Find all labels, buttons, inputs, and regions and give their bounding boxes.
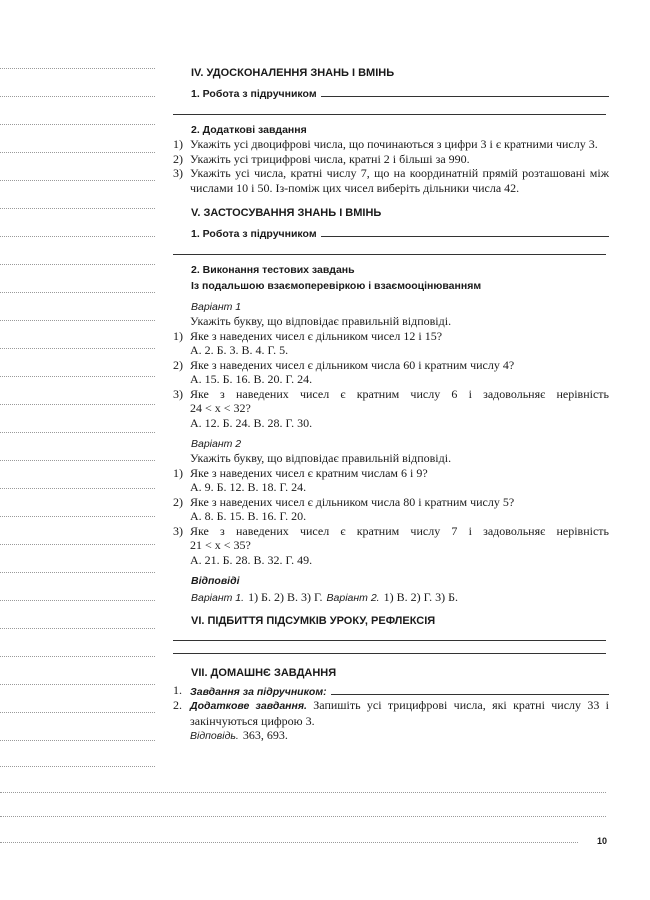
- margin-line: [0, 68, 155, 69]
- answer-line: [173, 653, 606, 654]
- margin-line: [0, 740, 155, 741]
- margin-line: [0, 572, 155, 573]
- answer-line: [173, 254, 606, 255]
- task-item: 3) Укажіть усі числа, кратні числу 7, що на координатній прямій розташовані між числами 10 і 50. Із-поміж цих чисел виберіть дільники числа 42.: [173, 166, 609, 195]
- answers-variant-2-label: Варіант 2.: [326, 592, 380, 604]
- homework-textbook-label: Завдання за підручником:: [190, 686, 327, 698]
- homework-item-2: 2. Додаткове завдання. Запишіть усі трицифрові числа, які кратні числу 33 і закінчуються цифрою 3.: [173, 698, 609, 728]
- answer-line: [331, 694, 609, 695]
- margin-line: [0, 152, 155, 153]
- variant-2-label: Варіант 2: [191, 438, 242, 450]
- answers-variant-1-label: Варіант 1.: [191, 592, 245, 604]
- margin-line: [0, 208, 155, 209]
- margin-line: [0, 628, 155, 629]
- section-4-title: IV. УДОСКОНАЛЕННЯ ЗНАНЬ І ВМІНЬ: [191, 67, 395, 79]
- bottom-note-line: [0, 792, 606, 793]
- homework-answer-value: 363, 693.: [242, 728, 288, 742]
- textbook-work-label: 1. Робота з підручником: [191, 228, 317, 240]
- test-options: А. 2. Б. 3. В. 4. Г. 5.: [190, 343, 289, 357]
- margin-line: [0, 766, 155, 767]
- answer-line: [173, 640, 606, 641]
- section-5-textbook-row: [191, 228, 609, 240]
- extra-tasks-title: 2. Додаткові завдання: [191, 124, 307, 136]
- margin-line: [0, 488, 155, 489]
- test-question: 2) Яке з наведених чисел є дільником числа 80 і кратним числу 5?: [173, 494, 515, 509]
- inequality: 21 < x < 35?: [190, 538, 251, 552]
- answer-line: [321, 96, 609, 97]
- tests-title: 2. Виконання тестових завдань: [191, 264, 355, 276]
- test-question: 1) Яке з наведених чисел є кратним числам 6 і 9?: [173, 465, 428, 480]
- margin-line: [0, 180, 155, 181]
- answers-variant-2: 1) В. 2) Г. 3) Б.: [383, 590, 459, 604]
- homework-extra-text: Запишіть усі трицифрові числа, які кратні числу 33 і закінчуються цифрою 3.: [190, 698, 609, 728]
- margin-line: [0, 544, 155, 545]
- test-options: А. 12. Б. 24. В. 28. Г. 30.: [190, 415, 313, 430]
- margin-line: [0, 516, 155, 517]
- section-5-title: V. ЗАСТОСУВАННЯ ЗНАНЬ І ВМІНЬ: [191, 207, 382, 219]
- margin-line: [0, 96, 155, 97]
- bottom-note-line: [0, 816, 606, 817]
- homework-extra-label: Додаткове завдання.: [190, 700, 307, 712]
- homework-item-1: 1. Завдання за підручником:: [173, 683, 609, 698]
- homework-answer-label: Відповідь.: [190, 730, 239, 742]
- answers-row: [191, 589, 609, 606]
- test-question: 3) Яке з наведених чисел є кратним числу 7 і задовольняє нерівність: [173, 523, 609, 538]
- test-options: А. 9. Б. 12. В. 18. Г. 24.: [190, 480, 307, 494]
- margin-line: [0, 656, 155, 657]
- answer-line: [173, 114, 606, 115]
- margin-line: [0, 712, 155, 713]
- answer-line: [321, 236, 609, 237]
- task-item: 1) Укажіть усі двоцифрові числа, що починаються з цифри 3 і є кратними числу 3.: [173, 137, 598, 151]
- margin-line: [0, 460, 155, 461]
- margin-line: [0, 600, 155, 601]
- section-7-title: VII. ДОМАШНЄ ЗАВДАННЯ: [191, 667, 337, 679]
- margin-line: [0, 236, 155, 237]
- margin-line: [0, 684, 155, 685]
- textbook-work-label: 1. Робота з підручником: [191, 88, 317, 100]
- test-options: А. 21. Б. 28. В. 32. Г. 49.: [190, 552, 313, 567]
- margin-line: [0, 432, 155, 433]
- variant-1-label: Варіант 1: [191, 301, 242, 313]
- answers-variant-1: 1) Б. 2) В. 3) Г.: [248, 590, 323, 604]
- test-options: А. 8. Б. 15. В. 16. Г. 20.: [190, 509, 307, 523]
- test-question: 3) Яке з наведених чисел є кратним числу 6 і задовольняє нерівність: [173, 386, 609, 401]
- section-6-title: VI. ПІДБИТТЯ ПІДСУМКІВ УРОКУ, РЕФЛЕКСІЯ: [191, 615, 436, 627]
- variant-1-intro: Укажіть букву, що відповідає правильній відповіді.: [190, 314, 452, 328]
- inequality: 24 < x < 32?: [190, 401, 251, 415]
- margin-line: [0, 320, 155, 321]
- section-4-textbook-row: [191, 88, 609, 100]
- task-item: 2) Укажіть усі трицифрові числа, кратні 2 і більші за 990.: [173, 151, 470, 166]
- margin-line: [0, 292, 155, 293]
- margin-line: [0, 376, 155, 377]
- margin-line: [0, 404, 155, 405]
- test-question: 1) Яке з наведених чисел є дільником чисел 12 і 15?: [173, 328, 443, 343]
- margin-line: [0, 124, 155, 125]
- margin-line: [0, 348, 155, 349]
- test-question: 2) Яке з наведених чисел є дільником числа 60 і кратним числу 4?: [173, 357, 515, 372]
- lesson-content: [173, 64, 609, 744]
- variant-2-intro: Укажіть букву, що відповідає правильній відповіді.: [190, 451, 452, 465]
- bottom-note-line: [0, 842, 578, 843]
- test-options: А. 15. Б. 16. В. 20. Г. 24.: [190, 372, 313, 386]
- page-number: 10: [597, 836, 608, 846]
- answers-title: Відповіді: [191, 575, 240, 587]
- tests-subtitle: Із подальшою взаємоперевіркою і взаємооцінюванням: [191, 280, 482, 292]
- margin-line: [0, 264, 155, 265]
- homework-answer: [190, 728, 609, 744]
